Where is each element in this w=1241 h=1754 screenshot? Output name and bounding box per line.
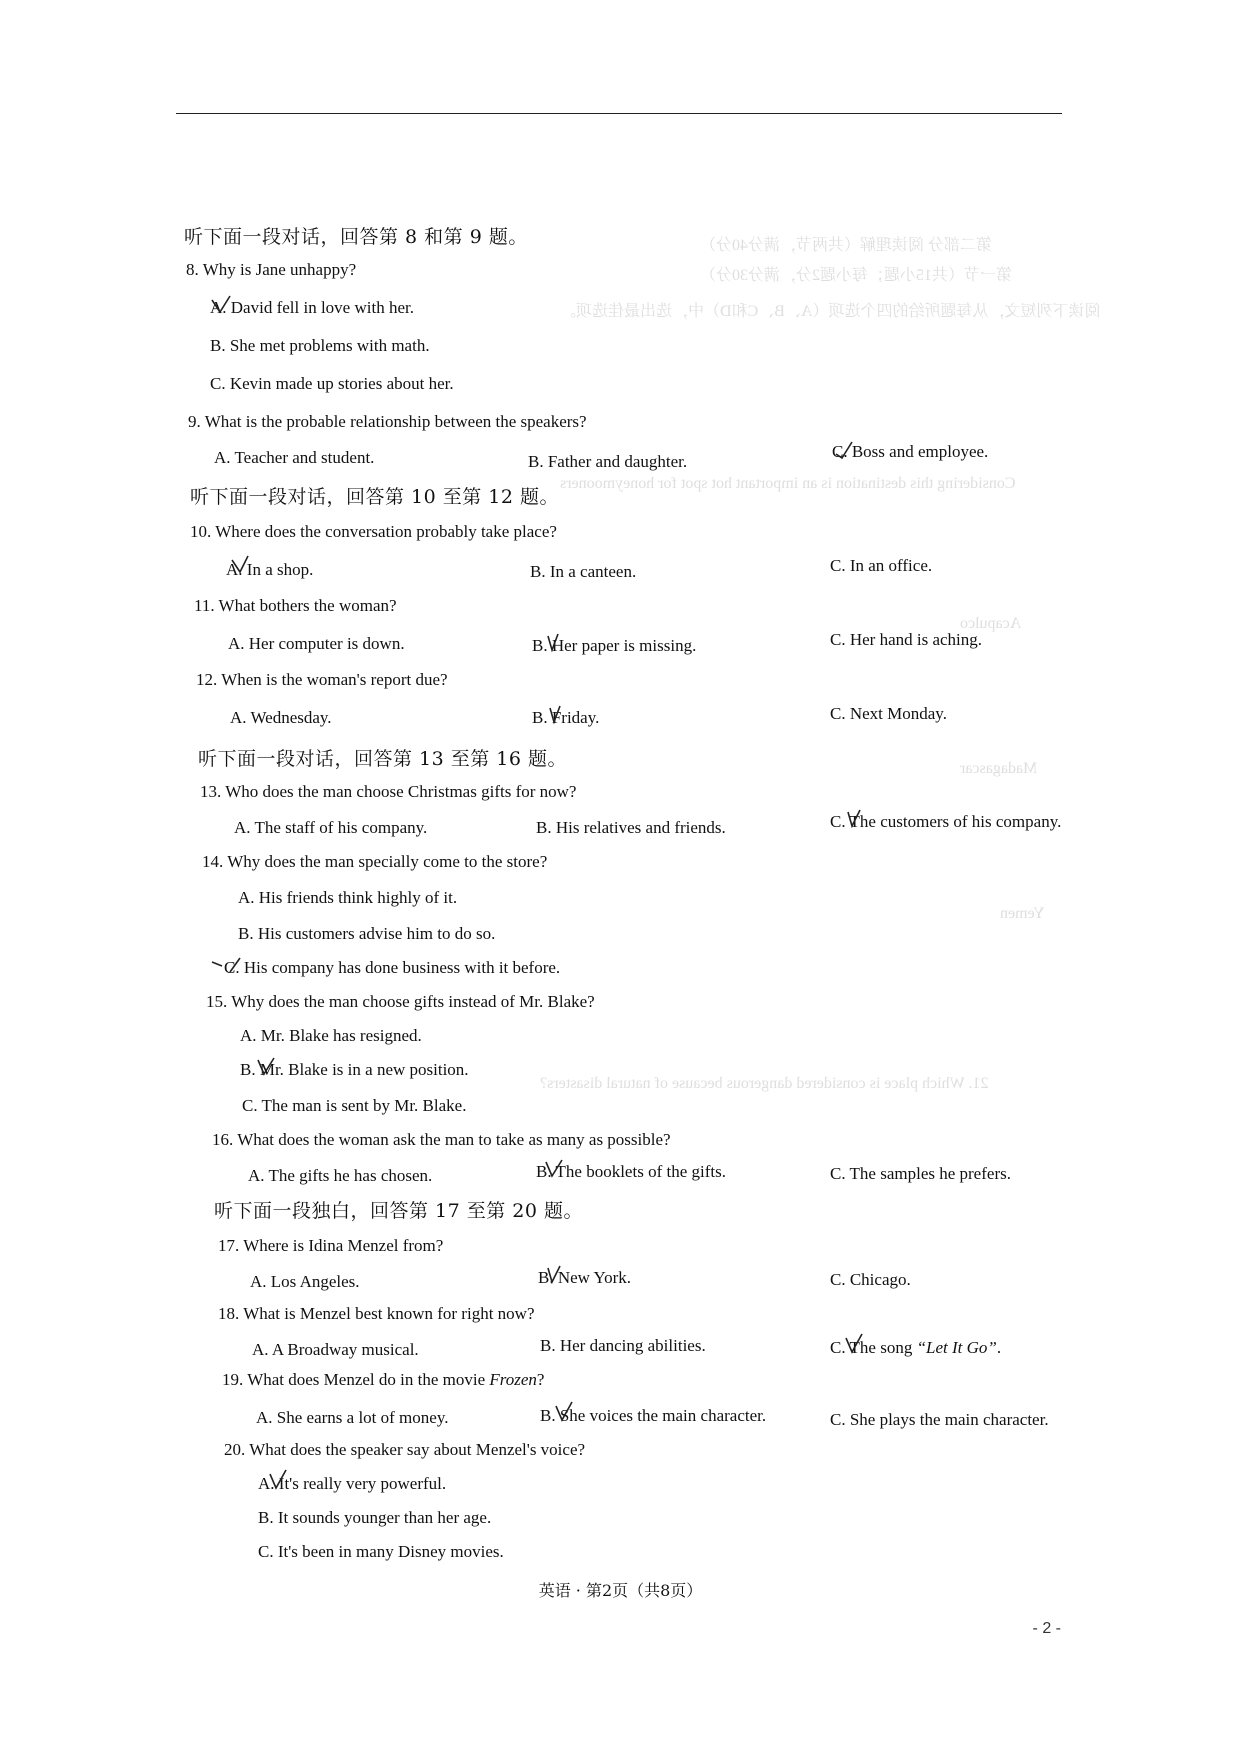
question-stem: 10. Where does the conversation probably take place? [190, 522, 557, 541]
question-stem: 15. Why does the man choose gifts instead of Mr. Blake? [206, 992, 595, 1011]
option-c: C. Kevin made up stories about her. [210, 374, 454, 393]
question-stem: 17. Where is Idina Menzel from? [218, 1236, 444, 1255]
option-a: A. Her computer is down. [228, 634, 405, 653]
option-b: B. She met problems with math. [210, 336, 430, 355]
option-b: B. Friday. [532, 708, 600, 727]
song-title: “Let It Go” [916, 1338, 997, 1357]
question-stem: 9. What is the probable relationship between the speakers? [188, 412, 587, 431]
option-c: C. The customers of his company. [830, 812, 1062, 831]
option-c: C. Next Monday. [830, 704, 947, 723]
option-c: C. Boss and employee. [832, 442, 989, 461]
bleed-through-text: 阅读下列短文，从每题所给的四个选项（A、B、C和D）中，选出最佳选项。 [560, 303, 1101, 320]
option-a: A. The gifts he has chosen. [248, 1166, 433, 1185]
option-a: A. In a shop. [226, 560, 314, 579]
bleed-through-text: Yemen [1000, 905, 1045, 922]
section-instruction: 听下面一段对话，回答第 8 和第 9 题。 [184, 226, 528, 248]
question-stem: 11. What bothers the woman? [194, 596, 397, 615]
section-instruction: 听下面一段对话，回答第 13 至第 16 题。 [198, 748, 568, 770]
option-a: A. A Broadway musical. [252, 1340, 419, 1359]
question-stem: 20. What does the speaker say about Menzel's voice? [224, 1440, 586, 1459]
bleed-through-text: 21. Which place is considered dangerous because of natural disasters? [540, 1075, 989, 1092]
option-c: C. His company has done business with it before. [224, 958, 561, 977]
header-rule [176, 113, 1062, 114]
option-a: A. David fell in love with her. [210, 298, 414, 317]
bleed-through-text: Considering this destination is an important hot spot for honeymooners [560, 475, 1016, 492]
option-b: B. New York. [538, 1268, 632, 1287]
option-b: B. His customers advise him to do so. [238, 924, 496, 943]
option-a: A. His friends think highly of it. [238, 888, 458, 907]
bleed-through-text: Madagascar [960, 760, 1038, 777]
question-stem: 16. What does the woman ask the man to take as many as possible? [212, 1130, 671, 1149]
movie-title: Frozen [489, 1370, 537, 1389]
question-stem: 18. What is Menzel best known for right now? [218, 1304, 535, 1323]
section-instruction: 听下面一段独白，回答第 17 至第 20 题。 [214, 1200, 584, 1222]
option-a: A. The staff of his company. [234, 818, 428, 837]
question-stem: 13. Who does the man choose Christmas gifts for now? [200, 782, 577, 801]
question-stem-text: 19. What does Menzel do in the movie [222, 1370, 490, 1389]
question-stem: 8. Why is Jane unhappy? [186, 260, 357, 279]
option-c: C. It's been in many Disney movies. [258, 1542, 504, 1561]
option-c [830, 1338, 1001, 1358]
option-c-text: C. The song [830, 1338, 917, 1357]
option-a: A. Mr. Blake has resigned. [240, 1026, 422, 1045]
option-c: C. Her hand is aching. [830, 630, 983, 649]
option-b: B. It sounds younger than her age. [258, 1508, 492, 1527]
question-stem [222, 1370, 544, 1390]
bleed-through-text: Acapulco [960, 615, 1022, 632]
question-stem-end: ? [536, 1370, 545, 1389]
option-b: B. His relatives and friends. [536, 818, 726, 837]
section-instruction: 听下面一段对话，回答第 10 至第 12 题。 [190, 486, 560, 508]
option-b: B. Her paper is missing. [532, 636, 697, 655]
option-c: C. The man is sent by Mr. Blake. [242, 1096, 467, 1115]
option-a: A. Wednesday. [230, 708, 332, 727]
question-stem: 12. When is the woman's report due? [196, 670, 448, 689]
option-b: B. The booklets of the gifts. [536, 1162, 726, 1181]
page-number: - 2 - [1032, 1620, 1061, 1637]
option-b: B. Mr. Blake is in a new position. [240, 1060, 469, 1079]
option-b: B. Father and daughter. [528, 452, 688, 471]
option-a: A. Teacher and student. [214, 448, 375, 467]
option-a: A. She earns a lot of money. [256, 1408, 449, 1427]
question-stem: 14. Why does the man specially come to the store? [202, 852, 548, 871]
option-a: A. It's really very powerful. [258, 1474, 447, 1493]
option-b: B. In a canteen. [530, 562, 637, 581]
option-c: C. The samples he prefers. [830, 1164, 1011, 1183]
option-b: B. She voices the main character. [540, 1406, 767, 1425]
option-c: C. In an office. [830, 556, 933, 575]
bleed-through-text: 第二部分 阅读理解（共两节，满分40分） [700, 237, 993, 254]
option-b: B. Her dancing abilities. [540, 1336, 706, 1355]
option-c: C. She plays the main character. [830, 1410, 1049, 1429]
page-footer: 英语 · 第2页（共8页） [538, 1581, 703, 1600]
option-c: C. Chicago. [830, 1270, 911, 1289]
bleed-through-text: 第一节（共15小题；每小题2分，满分30分） [700, 267, 1013, 284]
option-c-end: . [996, 1338, 1002, 1357]
option-a: A. Los Angeles. [250, 1272, 360, 1291]
